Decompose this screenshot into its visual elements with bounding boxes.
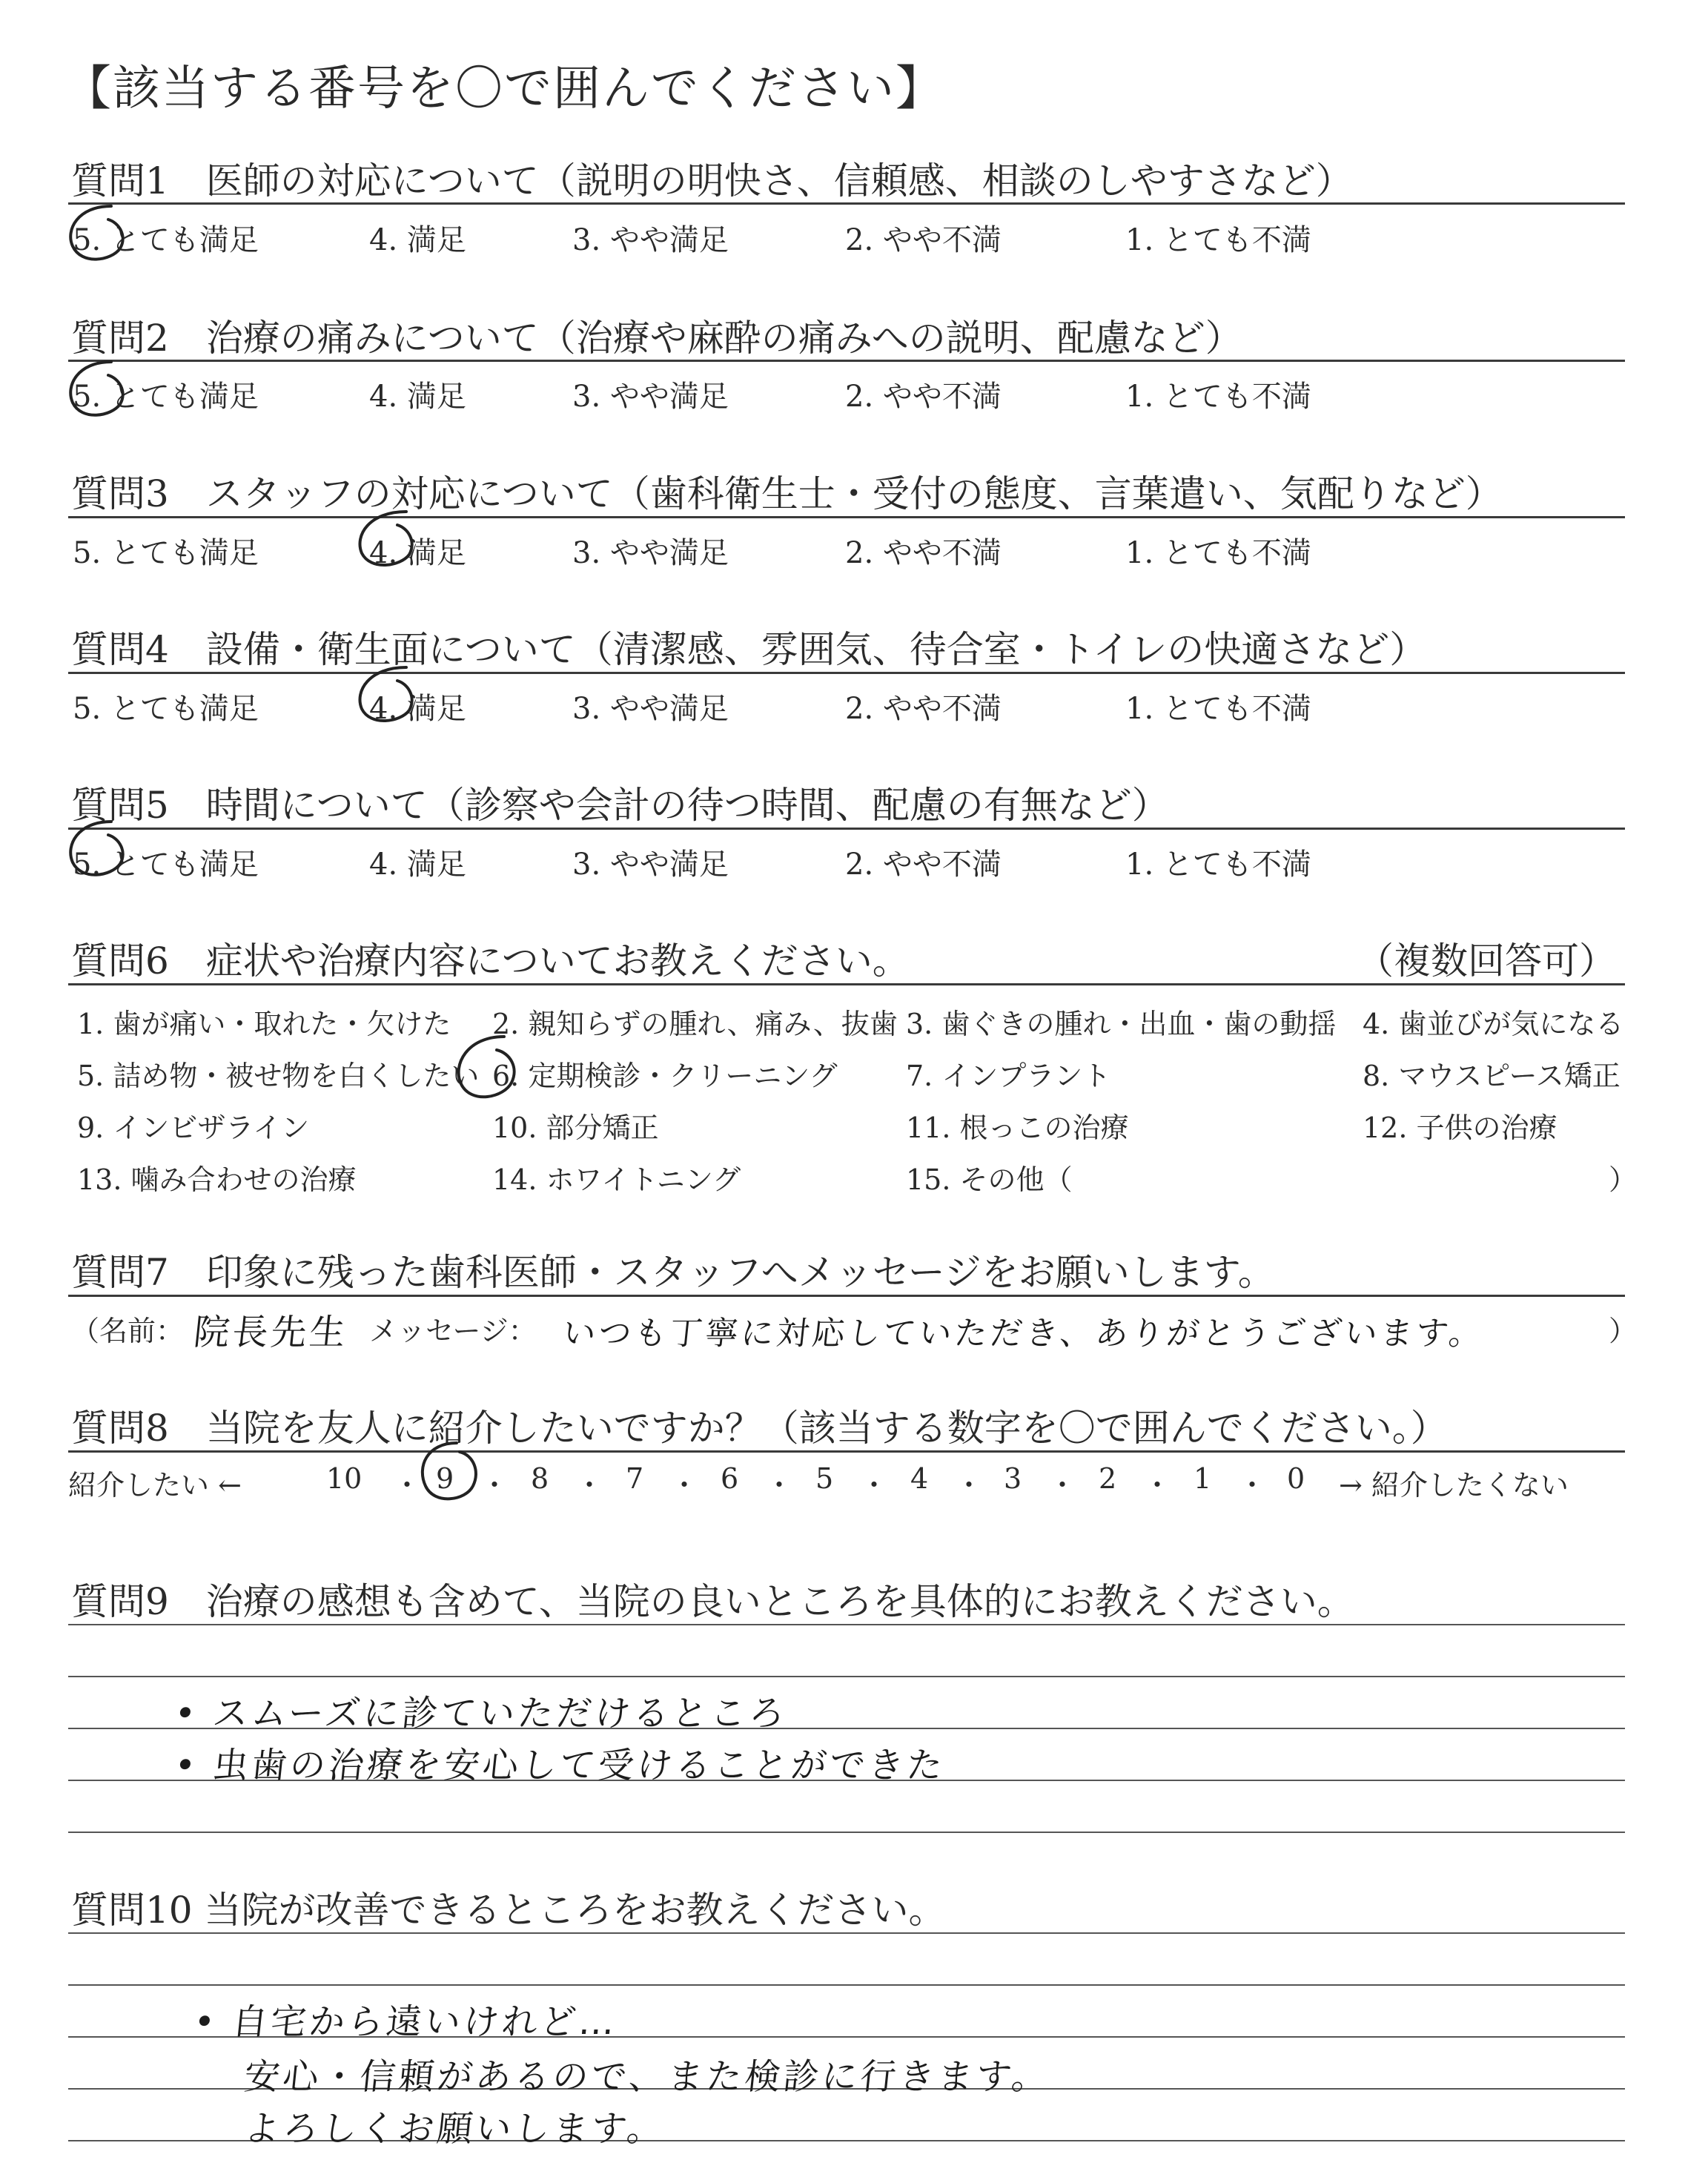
q1-rule xyxy=(68,202,1625,205)
q6-item-5[interactable]: 5. 詰め物・被せ物を白くしたい xyxy=(77,1060,480,1092)
q7-message-label: メッセージ： xyxy=(369,1315,537,1347)
q4-option-1[interactable]: 1. とても不満 xyxy=(1125,692,1311,726)
q8-scale-6[interactable]: 6 xyxy=(721,1462,739,1495)
q9-answer-2[interactable] xyxy=(172,1737,948,1788)
q9-line-5 xyxy=(68,1832,1625,1833)
q8-title: 質問8 当院を友人に紹介したいですか？（該当する数字を〇で囲んでください。） xyxy=(71,1407,1448,1450)
q7-close-paren: ） xyxy=(1609,1315,1638,1347)
q2-option-2[interactable]: 2. やや不満 xyxy=(845,380,1002,414)
q6-item-6[interactable]: 6. 定期検診・クリーニング xyxy=(492,1060,838,1092)
q3-rule xyxy=(68,516,1625,518)
q8-scale-1[interactable]: 1 xyxy=(1194,1462,1212,1495)
q5-option-3[interactable]: 3. やや満足 xyxy=(572,848,729,882)
q8-scale-3[interactable]: 3 xyxy=(1004,1462,1022,1495)
q3-option-5[interactable]: 5. とても満足 xyxy=(73,536,259,570)
q6-item-11[interactable]: 11. 根っこの治療 xyxy=(906,1112,1129,1144)
q8-left-label: 紹介したい ← xyxy=(68,1469,242,1502)
q8-rule xyxy=(68,1450,1625,1453)
q6-item-2[interactable]: 2. 親知らずの腫れ、痛み、抜歯 xyxy=(492,1008,898,1040)
q6-item-9[interactable]: 9. インビザライン xyxy=(77,1112,310,1144)
q6-item-14[interactable]: 14. ホワイトニング xyxy=(492,1163,741,1196)
q6-item-8[interactable]: 8. マウスピース矯正 xyxy=(1363,1060,1621,1092)
bullet: • xyxy=(172,1745,216,1786)
q7-name-value[interactable]: 院長先生 xyxy=(191,1312,351,1353)
q10-title: 質問10 当院が改善できるところをお教えください。 xyxy=(71,1889,946,1932)
q10-line-1 xyxy=(68,1932,1625,1934)
q8-scale-4[interactable]: 4 xyxy=(910,1462,929,1495)
q2-option-1[interactable]: 1. とても不満 xyxy=(1125,380,1311,414)
q4-option-5[interactable]: 5. とても満足 xyxy=(73,692,259,726)
q4-rule xyxy=(68,672,1625,674)
q9-answer-1-text: スムーズに診ていただけるところ xyxy=(211,1693,790,1734)
q1-title: 質問1 医師の対応について（説明の明快さ、信頼感、相談のしやすさなど） xyxy=(71,159,1353,202)
q7-name-label: （名前： xyxy=(71,1315,185,1347)
q9-line-1 xyxy=(68,1624,1625,1625)
q8-scale-5[interactable]: 5 xyxy=(815,1462,834,1495)
q8-scale-9[interactable]: 9 xyxy=(436,1462,454,1495)
q8-separator: ・ xyxy=(1048,1469,1077,1502)
q6-rule xyxy=(68,983,1625,985)
q6-item-12[interactable]: 12. 子供の治療 xyxy=(1363,1112,1558,1144)
q8-separator: ・ xyxy=(1238,1469,1267,1502)
q2-option-5[interactable]: 5. とても満足 xyxy=(73,380,259,414)
bullet: • xyxy=(191,2001,235,2043)
q8-separator: ・ xyxy=(955,1469,984,1502)
q4-option-4[interactable]: 4. 満足 xyxy=(369,692,466,726)
q9-line-2 xyxy=(68,1676,1625,1677)
q4-option-2[interactable]: 2. やや不満 xyxy=(845,692,1002,726)
q1-option-4[interactable]: 4. 満足 xyxy=(369,223,466,257)
q8-separator: ・ xyxy=(480,1469,509,1502)
q8-separator: ・ xyxy=(393,1469,422,1502)
q1-option-5[interactable]: 5. とても満足 xyxy=(73,223,259,257)
q8-separator: ・ xyxy=(860,1469,889,1502)
q5-rule xyxy=(68,828,1625,830)
q3-option-3[interactable]: 3. やや満足 xyxy=(572,536,729,570)
q2-option-4[interactable]: 4. 満足 xyxy=(369,380,466,414)
q8-scale-10[interactable]: 10 xyxy=(326,1462,363,1495)
q4-title: 質問4 設備・衛生面について（清潔感、雰囲気、待合室・トイレの快適さなど） xyxy=(71,628,1427,671)
q8-separator: ・ xyxy=(670,1469,699,1502)
q10-line-2 xyxy=(68,1984,1625,1986)
q6-item-3[interactable]: 3. 歯ぐきの腫れ・出血・歯の動揺 xyxy=(906,1008,1337,1040)
q8-scale-0[interactable]: 0 xyxy=(1287,1462,1305,1495)
q5-option-4[interactable]: 4. 満足 xyxy=(369,848,466,882)
q8-separator: ・ xyxy=(1143,1469,1172,1502)
q10-answer-3[interactable]: よろしくお願いします。 xyxy=(242,2108,668,2150)
q6-item-1[interactable]: 1. 歯が痛い・取れた・欠けた xyxy=(77,1008,451,1040)
q2-title: 質問2 治療の痛みについて（治療や麻酔の痛みへの説明、配慮など） xyxy=(71,317,1242,360)
q2-option-3[interactable]: 3. やや満足 xyxy=(572,380,729,414)
q2-rule xyxy=(68,360,1625,362)
q8-right-label: → 紹介したくない xyxy=(1339,1469,1569,1502)
q9-answer-2-text: 虫歯の治療を安心して受けることができた xyxy=(211,1745,948,1786)
q8-scale-2[interactable]: 2 xyxy=(1099,1462,1117,1495)
q8-scale-7[interactable]: 7 xyxy=(626,1462,644,1495)
bullet: • xyxy=(172,1693,216,1734)
q4-option-3[interactable]: 3. やや満足 xyxy=(572,692,729,726)
q6-item-13[interactable]: 13. 噛み合わせの治療 xyxy=(77,1163,357,1196)
q7-message-value[interactable]: いつも丁寧に対応していただき、ありがとうございます。 xyxy=(560,1315,1486,1353)
q7-rule xyxy=(68,1295,1625,1297)
q5-option-5[interactable]: 5. とても満足 xyxy=(73,848,259,882)
q9-answer-1[interactable] xyxy=(172,1685,790,1736)
q5-option-1[interactable]: 1. とても不満 xyxy=(1125,848,1311,882)
q8-scale-8[interactable]: 8 xyxy=(531,1462,549,1495)
q3-option-2[interactable]: 2. やや不満 xyxy=(845,536,1002,570)
q3-title: 質問3 スタッフの対応について（歯科衛生士・受付の態度、言葉遣い、気配りなど） xyxy=(71,472,1503,515)
q10-answer-1[interactable] xyxy=(191,1993,620,2044)
q6-note: （複数回答可） xyxy=(1357,939,1616,982)
q1-option-2[interactable]: 2. やや不満 xyxy=(845,223,1002,257)
q8-separator: ・ xyxy=(575,1469,604,1502)
q6-item-15-close: ） xyxy=(1609,1163,1638,1196)
q9-title: 質問9 治療の感想も含めて、当院の良いところを具体的にお教えください。 xyxy=(71,1580,1354,1623)
q10-answer-1-text: 自宅から遠いけれど… xyxy=(230,2001,620,2043)
q6-item-4[interactable]: 4. 歯並びが気になる xyxy=(1363,1008,1624,1040)
q3-option-1[interactable]: 1. とても不満 xyxy=(1125,536,1311,570)
q6-item-7[interactable]: 7. インプラント xyxy=(906,1060,1111,1092)
q1-option-1[interactable]: 1. とても不満 xyxy=(1125,223,1311,257)
q10-answer-2[interactable]: 安心・信頼があるので、また検診に行きます。 xyxy=(242,2056,1053,2098)
q8-separator: ・ xyxy=(765,1469,794,1502)
q5-title: 質問5 時間について（診察や会計の待つ時間、配慮の有無など） xyxy=(71,784,1169,827)
q3-option-4[interactable]: 4. 満足 xyxy=(369,536,466,570)
q5-option-2[interactable]: 2. やや不満 xyxy=(845,848,1002,882)
q1-option-3[interactable]: 3. やや満足 xyxy=(572,223,729,257)
q6-item-10[interactable]: 10. 部分矯正 xyxy=(492,1112,659,1144)
q7-title: 質問7 印象に残った歯科医師・スタッフへメッセージをお願いします。 xyxy=(71,1251,1275,1294)
survey-header: 【該当する番号を〇で囲んでください】 xyxy=(64,62,944,116)
q6-item-15[interactable]: 15. その他（ xyxy=(906,1163,1073,1196)
q6-title: 質問6 症状や治療内容についてお教えください。 xyxy=(71,939,910,982)
